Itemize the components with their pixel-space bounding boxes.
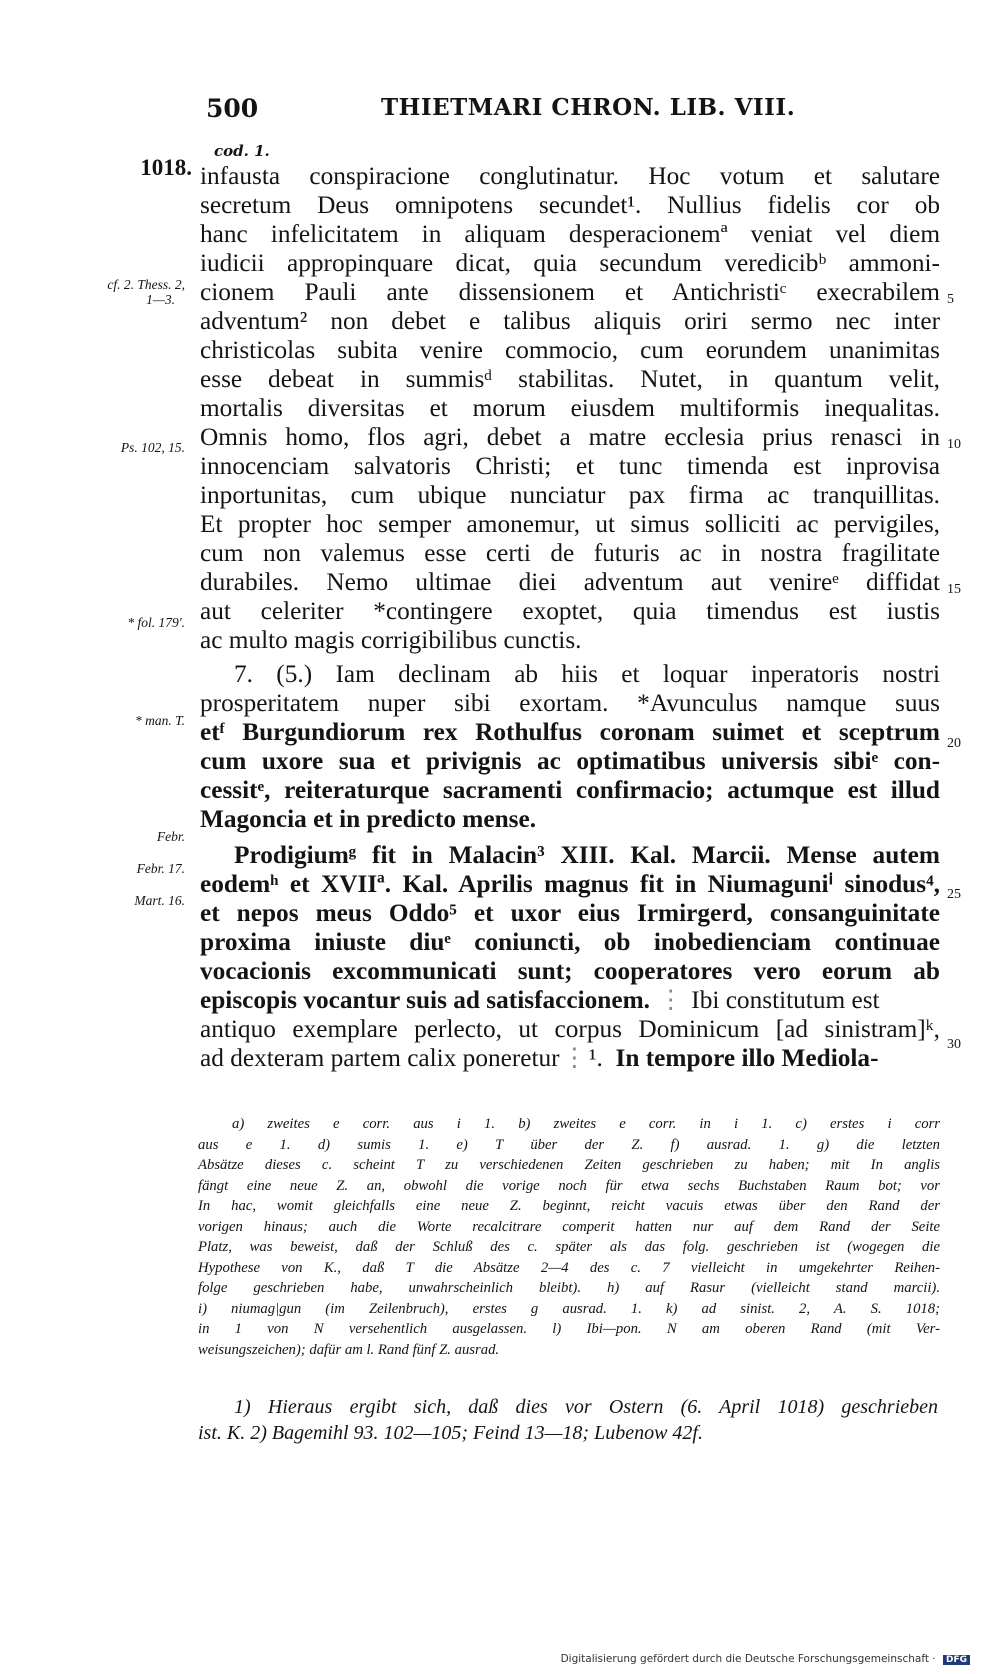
paragraph-8-segment: Ibi constitutum est xyxy=(691,986,880,1014)
apparatus-line: in 1 von N versehentlich ausgelassen. l) Ibi—pon. N am oberen Rand (mit Ver- xyxy=(198,1321,940,1337)
margin-ref-thess: cf. 2. Thess. 2, xyxy=(107,277,185,292)
text-line: hanc infelicitatem in aliquam desperacionemª veniat vel diem xyxy=(200,220,940,248)
footnotes xyxy=(198,1394,938,1446)
text-line: Et propter hoc semper amonemur, ut simus solliciti ac pervigiles, xyxy=(200,510,940,538)
text-line: Omnis homo, flos agri, debet a matre ecclesia prius renasci in xyxy=(200,423,940,451)
paragraph-7-line: cessitᵉ, reiteraturque sacramenti confirmacio; actumque est illud xyxy=(200,776,940,804)
paragraph-8-line: ad dexteram partem calix poneretur⋮¹. In tempore illo Mediola- xyxy=(200,1044,879,1072)
paragraph-8-line: antiquo exemplare perlecto, ut corpus Dominicum [ad sinistram]ᵏ, xyxy=(200,1015,940,1043)
margin-date-mart-16: Mart. 16. xyxy=(134,893,185,908)
codex-note: cod. 1. xyxy=(214,142,270,160)
text-line: infausta conspiracione conglutinatur. Hoc votum et salutare xyxy=(200,162,940,190)
digitization-footer xyxy=(561,1653,970,1665)
line-number: 10 xyxy=(947,437,961,452)
digitization-note: Digitalisierung gefördert durch die Deutsche Forschungsgemeinschaft · xyxy=(560,1653,936,1665)
margin-date-febr: Febr. xyxy=(156,829,185,844)
dfg-logo: DFG xyxy=(943,1655,970,1665)
paragraph-8-bold-segment: episcopis vocantur suis ad satisfaccionem. xyxy=(200,986,650,1014)
apparatus-line: fängt eine neue Z. an, obwohl die vorige noch für etwa sechs Buchstaben Raum bot; vor xyxy=(198,1177,940,1194)
critical-apparatus xyxy=(198,1114,940,1360)
text-line: esse debeat in summisᵈ stabilitas. Nutet, in quantum velit, xyxy=(200,365,940,393)
paragraph-7-line: prosperitatem nuper sibi exortam. *Avunculus namque suus xyxy=(200,689,940,717)
paragraph-8-line: Prodigiumᵍ fit in Malacin³ XIII. Kal. Marcii. Mense autem xyxy=(234,841,940,869)
footnote-line: ist. K. 2) Bagemihl 93. 102—105; Feind 13—18; Lubenow 42f. xyxy=(198,1422,703,1444)
apparatus-line: weisungszeichen); dafür am l. Rand fünf Z. ausrad. xyxy=(198,1341,500,1358)
apparatus-line: Platz, was beweist, daß der Schluß des c. später als das folg. geschrieben ist (wogegen die xyxy=(198,1239,940,1255)
text-line: durabiles. Nemo ultimae diei adventum aut venireᵉ diffidat xyxy=(200,568,940,596)
text-line: christicolas subita venire commocio, cum eorundem unanimitas xyxy=(200,336,940,364)
apparatus-line: folge geschrieben habe, unwahrscheinlich bleibt). h) auf Rasur (vielleicht stand marcii). xyxy=(198,1280,940,1296)
apparatus-line: Hypothese von K., daß T die Absätze 2—4 des c. 7 vielleicht in umgekehrter Reihen- xyxy=(198,1259,940,1276)
text-line: innocenciam salvatoris Christi; et tunc timenda est inprovisa xyxy=(200,452,940,480)
apparatus-line: a) zweites e corr. aus i 1. b) zweites e corr. in i 1. c) erstes i corr xyxy=(232,1116,940,1132)
footnote-line: 1) Hieraus ergibt sich, daß dies vor Ostern (6. April 1018) geschrieben xyxy=(234,1396,938,1418)
margin-hand: * man. T. xyxy=(134,713,185,728)
page-number: 500 xyxy=(206,94,259,123)
text-line: ac multo magis corrigibilibus cunctis. xyxy=(200,626,582,654)
text-line: adventum² non debet e talibus aliquis oriri sermo nec inter xyxy=(200,307,940,335)
apparatus-line: vorigen hinaus; auch die Worte recalcitrare comperit hatten nur auf dem Rand der Seite xyxy=(198,1218,940,1235)
line-number: 5 xyxy=(947,292,954,307)
line-number: 30 xyxy=(947,1037,961,1052)
text-line: cum non valemus esse certi de futuris ac in nostra fragilitate xyxy=(200,539,940,567)
paragraph-7-line: 7. (5.) Iam declinam ab hiis et loquar inperatoris nostri xyxy=(234,660,940,688)
text-line: iudicii appropinquare dicat, quia secundum veredicibᵇ ammoni- xyxy=(200,249,940,277)
text-line: cionem Pauli ante dissensionem et Antichristiᶜ execrabilem xyxy=(200,278,940,306)
margin-ref-thess-verses: 1—3. xyxy=(146,292,175,307)
paragraph-8-line: proxima iniuste diuᵉ coniuncti, ob inobedienciam continuae xyxy=(200,928,940,956)
apparatus-line: i) niumag|gun (im Zeilenbruch), erstes g ausrad. 1. k) ad sinist. 2, A. S. 1018; xyxy=(198,1300,940,1317)
paragraph-8-line: eodemʰ et XVIIª. Kal. Aprilis magnus fit in Niumaguniⁱ sinodus⁴, xyxy=(200,870,940,898)
apparatus-line: aus e 1. d) sumis 1. e) T über der Z. f) ausrad. 1. g) die letzten xyxy=(198,1136,940,1153)
paragraph-8-bold-segment: In tempore illo Mediola- xyxy=(615,1044,879,1072)
paragraph-7-line: Magoncia et in predicto mense. xyxy=(200,805,537,833)
text-line: secretum Deus omnipotens secundet¹. Nullius fidelis cor ob xyxy=(200,191,940,219)
margin-ref-psalm: Ps. 102, 15. xyxy=(120,440,185,455)
apparatus-line: In hac, womit gleichfalls eine neue Z. beginnt, reicht vacuis etwas über den Rand der xyxy=(198,1198,940,1214)
paragraph-8-segment: ¹. xyxy=(588,1044,603,1072)
line-number: 20 xyxy=(947,736,961,751)
paragraph-8-line: et nepos meus Oddo⁵ et uxor eius Irmirgerd, consanguinitate xyxy=(200,899,940,927)
margin-year: 1018. xyxy=(140,155,192,180)
paragraph-8-line: episcopis vocantur suis ad satisfaccionem. ⋮ Ibi constitutum est xyxy=(200,986,880,1014)
paragraph-7-line: cum uxore sua et privignis ac optimatibus universis sibiᵉ con- xyxy=(200,747,940,775)
margin-folio: * fol. 179'. xyxy=(127,615,185,630)
paragraph-8-segment: ad dexteram partem calix poneretur xyxy=(200,1044,560,1072)
paragraph-8-line: vocacionis excommunicati sunt; cooperatores vero eorum ab xyxy=(200,957,940,985)
text-line: aut celeriter *contingere exoptet, quia timendus est iustis xyxy=(200,597,940,625)
main-text xyxy=(200,162,940,1073)
line-number: 25 xyxy=(947,887,961,902)
paragraph-7-line: etᶠ Burgundiorum rex Rothulfus coronam suimet et sceptrum xyxy=(200,718,940,746)
line-number: 15 xyxy=(947,582,961,597)
text-line: mortalis diversitas et morum eiusdem multiformis inequalitas. xyxy=(200,394,940,422)
margin-date-febr-17: Febr. 17. xyxy=(136,861,185,876)
apparatus-line: Absätze dieses c. scheint T zu verschiedenen Zeiten geschrieben zu haben; mit In anglis xyxy=(198,1157,940,1173)
running-head: THIETMARI CHRON. LIB. VIII. xyxy=(381,94,796,121)
text-line: inportunitas, cum ubique nunciatur pax firma ac tranquillitas. xyxy=(200,481,940,509)
